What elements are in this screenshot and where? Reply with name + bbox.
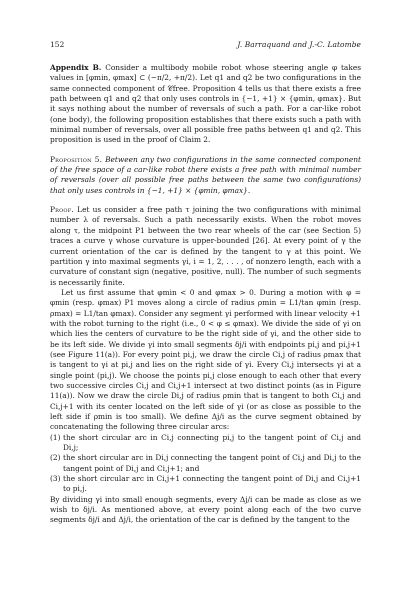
list-item [50,474,361,495]
page-number: 152 [50,40,65,49]
appendix-title: Appendix B. [50,63,102,72]
appendix-paragraph [50,63,361,146]
proof-label: Proof. [50,205,74,215]
list-item-text: the short circular arc in Di,j connecting the tangent point of Ci,j and Di,j to the tangent point of Di,j and Ci,j+1; and [63,453,361,473]
list-item-number: (2) [50,453,61,463]
running-authors: J. Barraquand and J.-C. Latombe [237,40,361,49]
proof-paragraph [50,205,361,288]
proposition-paragraph [50,155,361,196]
arc-list [50,433,361,495]
list-item-number: (3) [50,474,61,484]
list-item [50,433,361,454]
proposition-label: Proposition 5. [50,154,103,164]
proof-paragraph-3: By dividing γi into small enough segments, every Δj/i can be made as close as we wish to δj/i. As mentioned above, at every point along each of the two curve segments δj/i and Δj/i, the orientation of the car is defined by the tangent to the [50,494,361,525]
list-item-text: the short circular arc in Ci,j+1 connecting the tangent point of Di,j and Ci,j+1 to pi,j. [63,474,361,494]
proof-text: Let us consider a free path τ joining the two configurations with minimal number λ of reversals. Such a path necessarily exists. When the robot moves along τ, the midpoint P1 between the two rear wheels of the car (see Section 5) traces a curve γ whose curvature is upper-bounded [26]. At every point of γ the current orientation of the car is defined by the tangent to γ at this point. We partition γ into maximal segments γi, i = 1, 2, . . . , of nonzero length, each with a curvature of constant sign (negative, positive, null). The number of such segments is necessarily finite. [50,205,361,287]
proposition-text: Between any two configurations in the same connected component of the free space of a car-like robot there exists a free path with minimal number of reversals (over all possible free paths between the same two configurations) that only uses controls in {−1, +1} × {φmin, φmax}. [50,154,362,195]
list-item-number: (1) [50,432,61,442]
running-header [50,40,361,49]
proof-paragraph-2: Let us first assume that φmin < 0 and φmax > 0. During a motion with φ = φmin (resp. φmax) P1 moves along a circle of radius ρmin = L1/tan φmin (resp. ρmax) = L1/tan φmax). Consider any segment γi performed with linear velocity +1 with the robot turning to the right (i.e., 0 < φ ≤ φmax). We divide the side of γi on which lies the centers of curvature to be the right side of γi, and the other side to be its left side. We divide γi into small segments δj/i with endpoints pi,j and pi,j+1 (see Figure 11(a)). For every point pi,j, we draw the circle Ci,j of radius ρmax that is tangent to γi at pi,j and lies on the right side of γi. Every Ci,j intersects γi at a single point (pi,j). We choose the points pi,j close enough to each other that every two successive circles Ci,j and Ci,j+1 intersect at two distinct points (as in Figure 11(a)). Now we draw the circle Di,j of radius ρmin that is tangent to both Ci,j and Ci,j+1 with its center located on the left side of γi (or as close as possible to the left side if ρmin is too small). We define Δj/i as the curve segment obtained by concatenating the following three circular arcs: [50,287,361,432]
list-item-text: the short circular arc in Ci,j connecting pi,j to the tangent point of Ci,j and Di,j; [63,432,361,453]
list-item [50,453,361,474]
appendix-text: Consider a multibody mobile robot whose steering angle φ takes values in [φmin, φmax] ⊂ (−π/2, +π/2). Let q1 and q2 be two configurations in the same connected component of 𝒞free. Proposition 4 tells us that there exists a free path between q1 and q2 that only uses controls in {−1, +1} × {φmin, φmax}. But it says nothing about the number of reversals of such a path. For a car-like robot (one body), the following proposition establishes that there exists such a path with minimal number of reversals, over all possible free paths between q1 and q2. This proposition is used in the proof of Claim 2. [50,63,361,145]
